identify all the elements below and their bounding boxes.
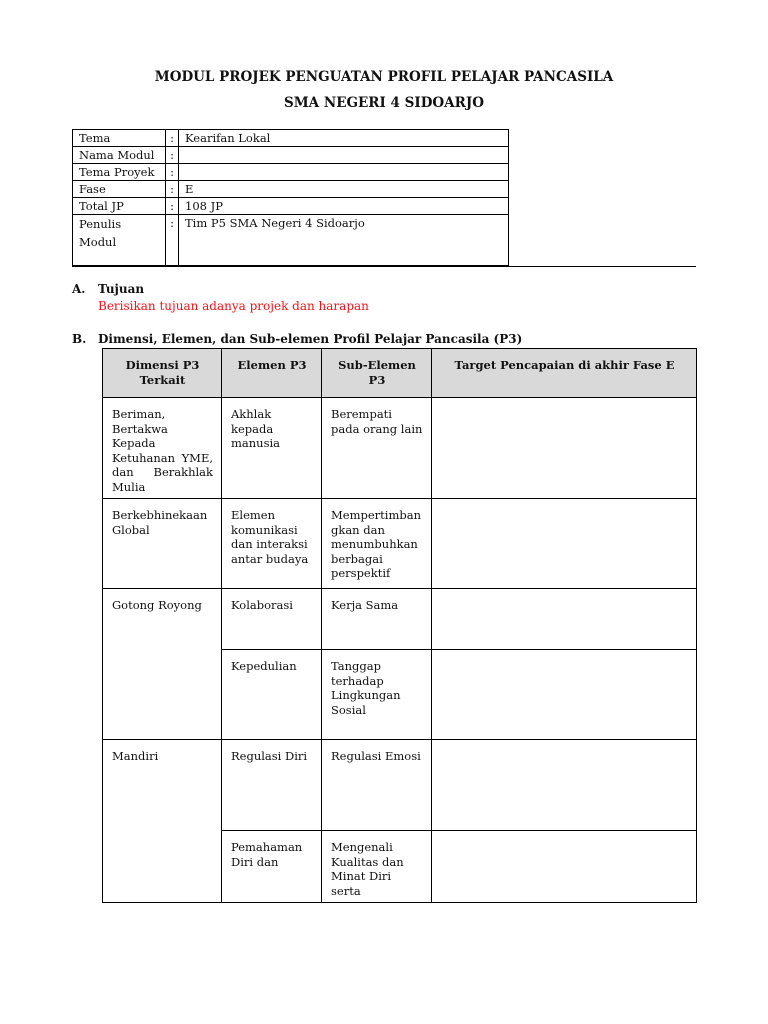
info-label: Tema Proyek [73,164,166,181]
section-a-note: Berisikan tujuan adanya projek dan harapan [98,299,369,313]
info-value [179,164,509,181]
info-value: Tim P5 SMA Negeri 4 Sidoarjo [179,215,509,266]
header-dimensi: Dimensi P3 Terkait [103,349,222,398]
info-value [179,147,509,164]
horizontal-rule [72,266,696,267]
table-row [103,589,697,650]
info-value: Kearifan Lokal [179,130,509,147]
cell-target [432,398,697,499]
table-row [103,740,697,831]
section-b-heading [72,332,522,346]
header-target: Target Pencapaian di akhir Fase E [432,349,697,398]
info-label [73,215,166,266]
info-colon: : [166,147,179,164]
info-row-tema-proyek [73,164,509,181]
info-label: Total JP [73,198,166,215]
cell-sub-elemen: Tanggap terhadap Lingkungan Sosial [322,650,432,740]
module-info-table [72,129,509,266]
cell-sub-elemen: Regulasi Emosi [322,740,432,831]
cell-sub-elemen: Berempati pada orang lain [322,398,432,499]
header-elemen: Elemen P3 [222,349,322,398]
section-a-heading [72,282,144,296]
info-row-penulis [73,215,509,266]
cell-elemen: Regulasi Diri [222,740,322,831]
info-label-line1: Penulis [79,217,122,231]
cell-elemen: Pemahaman Diri dan [222,831,322,903]
cell-dimensi: Beriman, Bertakwa Kepada Ketuhanan YME, dan Berakhlak Mulia [103,398,222,499]
cell-target [432,650,697,740]
cell-sub-elemen: Kerja Sama [322,589,432,650]
p3-header-row [103,349,697,398]
cell-elemen: Kolaborasi [222,589,322,650]
info-value: E [179,181,509,198]
info-label: Fase [73,181,166,198]
info-colon: : [166,198,179,215]
cell-dimensi: Berkebhinekaan Global [103,499,222,589]
info-row-total-jp [73,198,509,215]
info-label: Tema [73,130,166,147]
info-colon: : [166,130,179,147]
info-value: 108 JP [179,198,509,215]
section-b-title: Dimensi, Elemen, dan Sub-elemen Profil Pelajar Pancasila (P3) [98,332,523,346]
cell-target [432,589,697,650]
cell-sub-elemen: Mempertimbangkan dan menumbuhkan berbagai perspektif [322,499,432,589]
cell-sub-elemen: Mengenali Kualitas dan Minat Diri serta [322,831,432,903]
section-a-title: Tujuan [98,282,145,296]
info-row-tema [73,130,509,147]
info-colon: : [166,181,179,198]
cell-elemen: Elemen komunikasi dan interaksi antar budaya [222,499,322,589]
section-b-letter: B. [72,332,87,346]
document-title: MODUL PROJEK PENGUATAN PROFIL PELAJAR PANCASILA [154,69,614,85]
cell-elemen: Kepedulian [222,650,322,740]
table-row [103,499,697,589]
info-row-fase [73,181,509,198]
info-colon: : [166,164,179,181]
cell-target [432,831,697,903]
p3-table [102,348,697,903]
info-label-line2: Modul [79,235,117,249]
table-row [103,398,697,499]
info-row-nama-modul [73,147,509,164]
cell-target [432,740,697,831]
cell-dimensi: Gotong Royong [103,589,222,740]
info-label: Nama Modul [73,147,166,164]
school-name: SMA NEGERI 4 SIDOARJO [283,95,484,111]
section-a-letter: A. [72,282,86,296]
info-colon: : [166,215,179,266]
cell-dimensi: Mandiri [103,740,222,903]
cell-elemen: Akhlak kepada manusia [222,398,322,499]
header-sub-elemen: Sub-Elemen P3 [322,349,432,398]
cell-target [432,499,697,589]
